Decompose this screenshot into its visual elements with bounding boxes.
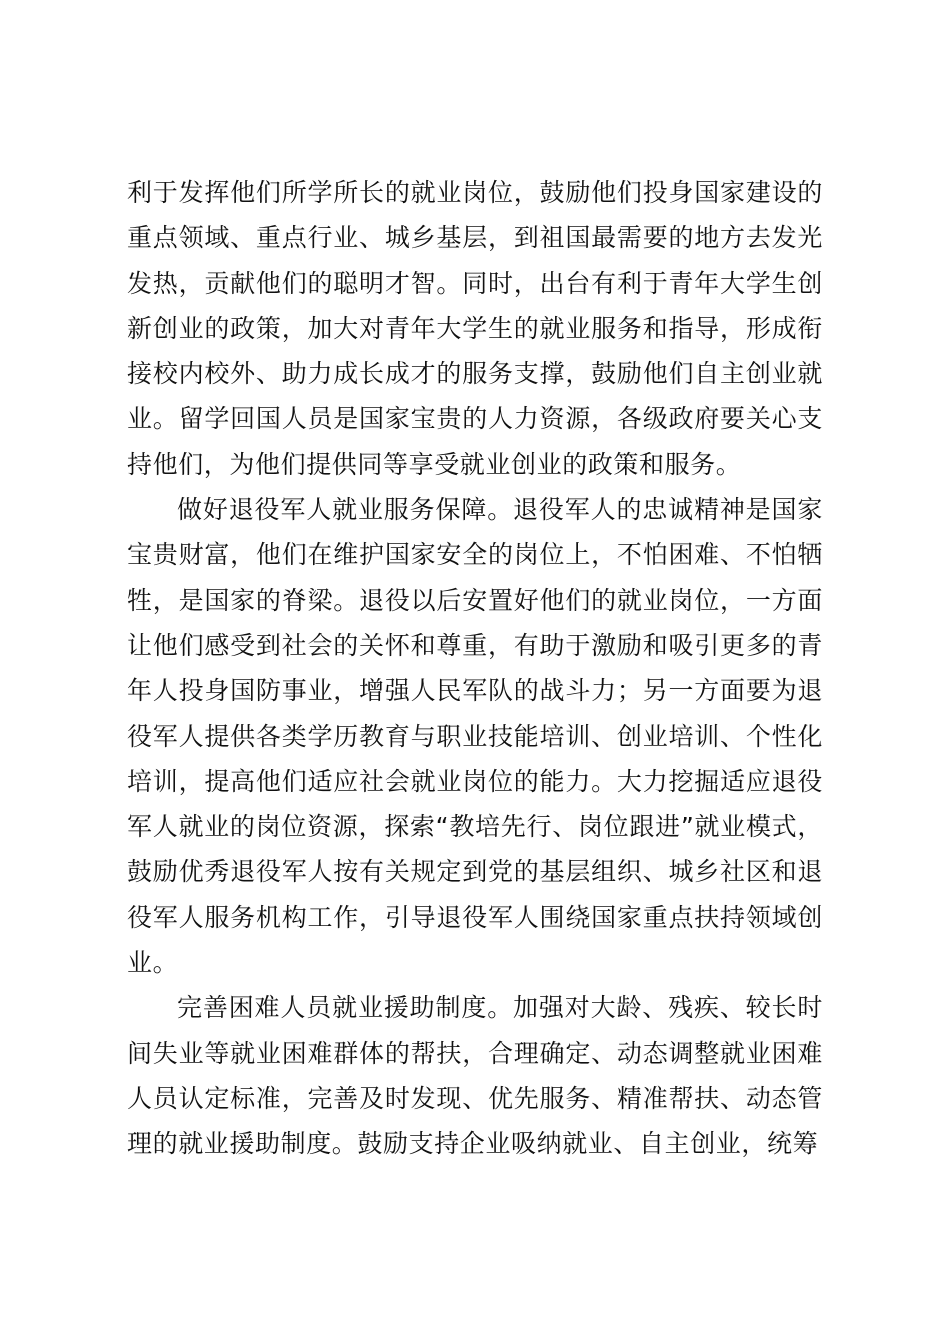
paragraph-employment-assistance: 完善困难人员就业援助制度。加强对大龄、残疾、较长时间失业等就业困难群体的帮扶，合理确定、动态调整就业困难人员认定标准，完善及时发现、优先服务、精准帮扶、动态管理的就业援助制度。鼓励支持企业吸纳就业、自主创业，统筹	[127, 993, 823, 1159]
paragraph-veterans-employment: 做好退役军人就业服务保障。退役军人的忠诚精神是国家宝贵财富，他们在维护国家安全的岗位上，不怕困难、不怕牺牲，是国家的脊梁。退役以后安置好他们的就业岗位，一方面让他们感受到社会的关怀和尊重，有助于激励和吸引更多的青年人投身国防事业，增强人民军队的战斗力；另一方面要为退役军人提供各类学历教育与职业技能培训、创业培训、个性化培训，提高他们适应社会就业岗位的能力。大力挖掘适应退役军人就业的岗位资源，探索“教培先行、岗位跟进”就业模式，鼓励优秀退役军人按有关规定到党的基层组织、城乡社区和退役军人服务机构工作，引导退役军人围绕国家重点扶持领域创业。	[127, 495, 823, 978]
body-text	[127, 170, 823, 1167]
paragraph-graduates-continued: 利于发挥他们所学所长的就业岗位，鼓励他们投身国家建设的重点领域、重点行业、城乡基层，到祖国最需要的地方去发光发热，贡献他们的聪明才智。同时，出台有利于青年大学生创新创业的政策，加大对青年大学生的就业服务和指导，形成衔接校内校外、助力成长成才的服务支撑，鼓励他们自主创业就业。留学回国人员是国家宝贵的人力资源，各级政府要关心支持他们，为他们提供同等享受就业创业的政策和服务。	[127, 178, 823, 479]
